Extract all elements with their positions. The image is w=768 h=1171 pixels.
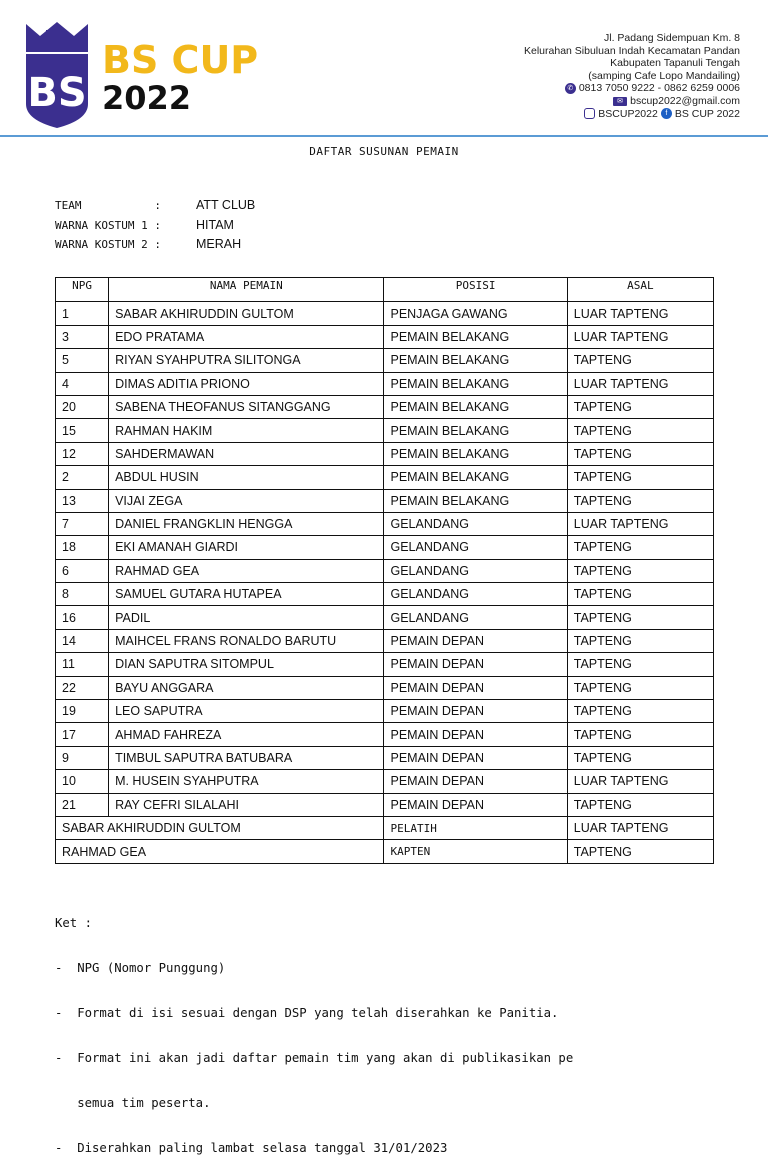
note-item: semua tim peserta. xyxy=(55,1096,211,1110)
table-row xyxy=(56,325,714,348)
document-title: DAFTAR SUSUNAN PEMAIN xyxy=(309,145,459,158)
cell-asal: TAPTENG xyxy=(567,466,713,489)
table-row xyxy=(56,395,714,418)
cell-npg: 19 xyxy=(56,700,109,723)
player-rows xyxy=(56,302,714,817)
cell-npg: 2 xyxy=(56,466,109,489)
cell-posisi: PEMAIN DEPAN xyxy=(384,629,567,652)
mail-icon: ✉ xyxy=(613,97,627,106)
cell-nama: PADIL xyxy=(109,606,384,629)
table-row xyxy=(56,512,714,535)
kostum2-row xyxy=(55,235,255,255)
cell-posisi: GELANDANG xyxy=(384,559,567,582)
phone-number: 0813 7050 9222 - 0862 6259 0006 xyxy=(578,82,740,95)
cell-posisi: PENJAGA GAWANG xyxy=(384,302,567,325)
cell-npg: 10 xyxy=(56,770,109,793)
cell-posisi: GELANDANG xyxy=(384,583,567,606)
table-row xyxy=(56,583,714,606)
cell-nama: DANIEL FRANGKLIN HENGGA xyxy=(109,512,384,535)
table-row xyxy=(56,302,714,325)
cell-npg: 1 xyxy=(56,302,109,325)
cell-asal: TAPTENG xyxy=(567,489,713,512)
cell-nama: EDO PRATAMA xyxy=(109,325,384,348)
cell-asal: TAPTENG xyxy=(567,723,713,746)
cell-asal: TAPTENG xyxy=(567,442,713,465)
kostum1-label: WARNA KOSTUM 1 : xyxy=(55,218,161,232)
cell-npg: 5 xyxy=(56,349,109,372)
note-item: - NPG (Nomor Punggung) xyxy=(55,961,226,975)
staff-asal: LUAR TAPTENG xyxy=(567,816,713,839)
cell-nama: RAY CEFRI SILALAHI xyxy=(109,793,384,816)
cell-nama: VIJAI ZEGA xyxy=(109,489,384,512)
staff-rows xyxy=(56,816,714,863)
cell-posisi: GELANDANG xyxy=(384,512,567,535)
staff-role: KAPTEN xyxy=(384,840,567,863)
staff-name: SABAR AKHIRUDDIN GULTOM xyxy=(56,816,384,839)
address-block xyxy=(524,32,740,120)
kostum1-row xyxy=(55,216,255,236)
table-row xyxy=(56,653,714,676)
cell-nama: RIYAN SYAHPUTRA SILITONGA xyxy=(109,349,384,372)
cell-nama: SAMUEL GUTARA HUTAPEA xyxy=(109,583,384,606)
kostum1-value: HITAM xyxy=(196,217,234,232)
table-row xyxy=(56,793,714,816)
cell-asal: TAPTENG xyxy=(567,583,713,606)
cell-npg: 17 xyxy=(56,723,109,746)
cell-asal: TAPTENG xyxy=(567,653,713,676)
staff-role: PELATIH xyxy=(384,816,567,839)
logo-mark: BS xyxy=(27,70,87,116)
table-row xyxy=(56,466,714,489)
cell-npg: 20 xyxy=(56,395,109,418)
kostum2-value: MERAH xyxy=(196,237,242,251)
table-row xyxy=(56,419,714,442)
cell-posisi: PEMAIN BELAKANG xyxy=(384,466,567,489)
cell-npg: 4 xyxy=(56,372,109,395)
table-row xyxy=(56,723,714,746)
cell-asal: TAPTENG xyxy=(567,746,713,769)
cell-posisi: PEMAIN DEPAN xyxy=(384,746,567,769)
cell-asal: LUAR TAPTENG xyxy=(567,372,713,395)
cell-posisi: PEMAIN DEPAN xyxy=(384,653,567,676)
cell-posisi: PEMAIN DEPAN xyxy=(384,676,567,699)
header-posisi: POSISI xyxy=(384,278,567,302)
cell-posisi: PEMAIN DEPAN xyxy=(384,793,567,816)
cell-asal: LUAR TAPTENG xyxy=(567,302,713,325)
cell-nama: SAHDERMAWAN xyxy=(109,442,384,465)
cell-npg: 8 xyxy=(56,583,109,606)
cell-npg: 21 xyxy=(56,793,109,816)
table-row xyxy=(56,746,714,769)
header-npg: NPG xyxy=(56,278,109,302)
header-nama: NAMA PEMAIN xyxy=(109,278,384,302)
email-row xyxy=(524,95,740,108)
team-value: ATT CLUB xyxy=(196,198,256,212)
header-asal: ASAL xyxy=(567,278,713,302)
cell-npg: 12 xyxy=(56,442,109,465)
cell-nama: RAHMAN HAKIM xyxy=(109,419,384,442)
cell-npg: 16 xyxy=(56,606,109,629)
table-row xyxy=(56,770,714,793)
cell-nama: AHMAD FAHREZA xyxy=(109,723,384,746)
cell-asal: LUAR TAPTENG xyxy=(567,512,713,535)
cell-npg: 3 xyxy=(56,325,109,348)
instagram-handle: BSCUP2022 xyxy=(598,107,658,120)
facebook-icon: f xyxy=(661,108,672,119)
cell-asal: TAPTENG xyxy=(567,559,713,582)
cell-asal: LUAR TAPTENG xyxy=(567,770,713,793)
notes-heading: Ket : xyxy=(55,916,93,930)
cell-nama: DIMAS ADITIA PRIONO xyxy=(109,372,384,395)
cell-posisi: PEMAIN DEPAN xyxy=(384,723,567,746)
logo-wordmark xyxy=(102,40,258,116)
team-label: TEAM : xyxy=(55,199,161,212)
address-line: Kelurahan Sibuluan Indah Kecamatan Pandan xyxy=(524,44,740,57)
instagram-icon xyxy=(584,108,595,119)
phone-icon: ✆ xyxy=(565,83,576,94)
cell-nama: MAIHCEL FRANS RONALDO BARUTU xyxy=(109,629,384,652)
cell-npg: 9 xyxy=(56,746,109,769)
table-row xyxy=(56,442,714,465)
cell-asal: TAPTENG xyxy=(567,536,713,559)
cell-asal: TAPTENG xyxy=(567,419,713,442)
cell-posisi: PEMAIN BELAKANG xyxy=(384,442,567,465)
table-row xyxy=(56,489,714,512)
cell-nama: SABENA THEOFANUS SITANGGANG xyxy=(109,395,384,418)
staff-name: RAHMAD GEA xyxy=(56,840,384,863)
table-row xyxy=(56,629,714,652)
cell-posisi: PEMAIN BELAKANG xyxy=(384,325,567,348)
cell-asal: TAPTENG xyxy=(567,629,713,652)
cell-posisi: GELANDANG xyxy=(384,606,567,629)
notes-block xyxy=(55,886,573,1171)
email-address: bscup2022@gmail.com xyxy=(630,94,740,107)
cell-asal: TAPTENG xyxy=(567,700,713,723)
cell-posisi: PEMAIN BELAKANG xyxy=(384,419,567,442)
staff-row xyxy=(56,816,714,839)
crown-icon xyxy=(26,22,88,52)
cell-posisi: PEMAIN BELAKANG xyxy=(384,489,567,512)
cell-npg: 22 xyxy=(56,676,109,699)
address-line: Jl. Padang Sidempuan Km. 8 xyxy=(604,32,740,44)
social-row xyxy=(524,108,740,121)
table-row xyxy=(56,372,714,395)
staff-row xyxy=(56,840,714,863)
team-row xyxy=(55,196,255,216)
cell-npg: 14 xyxy=(56,629,109,652)
cell-nama: TIMBUL SAPUTRA BATUBARA xyxy=(109,746,384,769)
cell-asal: TAPTENG xyxy=(567,793,713,816)
kostum2-label: WARNA KOSTUM 2 : xyxy=(55,238,161,251)
cell-npg: 18 xyxy=(56,536,109,559)
logo-year: 2022 xyxy=(102,79,192,117)
table-row xyxy=(56,349,714,372)
cell-nama: BAYU ANGGARA xyxy=(109,676,384,699)
cell-asal: TAPTENG xyxy=(567,349,713,372)
cell-asal: LUAR TAPTENG xyxy=(567,325,713,348)
logo-title: BS CUP xyxy=(102,38,259,82)
cell-posisi: GELANDANG xyxy=(384,536,567,559)
table-header-row xyxy=(56,278,714,302)
cell-nama: LEO SAPUTRA xyxy=(109,700,384,723)
note-item: - Format di isi sesuai dengan DSP yang telah diserahkan ke Panitia. xyxy=(55,1006,559,1020)
cell-asal: TAPTENG xyxy=(567,606,713,629)
cell-nama: DIAN SAPUTRA SITOMPUL xyxy=(109,653,384,676)
cell-posisi: PEMAIN BELAKANG xyxy=(384,395,567,418)
cell-nama: EKI AMANAH GIARDI xyxy=(109,536,384,559)
note-item: - Format ini akan jadi daftar pemain tim yang akan di publikasikan pe xyxy=(55,1051,574,1065)
note-item: - Diserahkan paling lambat selasa tanggal 31/01/2023 xyxy=(55,1141,448,1155)
header-divider xyxy=(0,135,768,137)
table-row xyxy=(56,536,714,559)
facebook-handle: BS CUP 2022 xyxy=(674,107,740,120)
table-row xyxy=(56,676,714,699)
cell-nama: RAHMAD GEA xyxy=(109,559,384,582)
cell-posisi: PEMAIN BELAKANG xyxy=(384,349,567,372)
address-line: (samping Cafe Lopo Mandailing) xyxy=(588,69,740,82)
cell-posisi: PEMAIN BELAKANG xyxy=(384,372,567,395)
table-row xyxy=(56,606,714,629)
table-row xyxy=(56,700,714,723)
cell-asal: TAPTENG xyxy=(567,395,713,418)
cell-posisi: PEMAIN DEPAN xyxy=(384,770,567,793)
cell-npg: 7 xyxy=(56,512,109,535)
cell-npg: 6 xyxy=(56,559,109,582)
cell-nama: SABAR AKHIRUDDIN GULTOM xyxy=(109,302,384,325)
table-row xyxy=(56,559,714,582)
phone-row xyxy=(524,82,740,95)
team-info xyxy=(55,196,255,255)
cell-npg: 15 xyxy=(56,419,109,442)
cell-npg: 11 xyxy=(56,653,109,676)
cell-npg: 13 xyxy=(56,489,109,512)
player-table xyxy=(55,277,714,864)
staff-asal: TAPTENG xyxy=(567,840,713,863)
address-line: Kabupaten Tapanuli Tengah xyxy=(610,57,740,70)
cell-nama: M. HUSEIN SYAHPUTRA xyxy=(109,770,384,793)
bs-cup-logo xyxy=(22,22,92,128)
cell-asal: TAPTENG xyxy=(567,676,713,699)
cell-posisi: PEMAIN DEPAN xyxy=(384,700,567,723)
letterhead xyxy=(0,0,768,138)
cell-nama: ABDUL HUSIN xyxy=(109,466,384,489)
